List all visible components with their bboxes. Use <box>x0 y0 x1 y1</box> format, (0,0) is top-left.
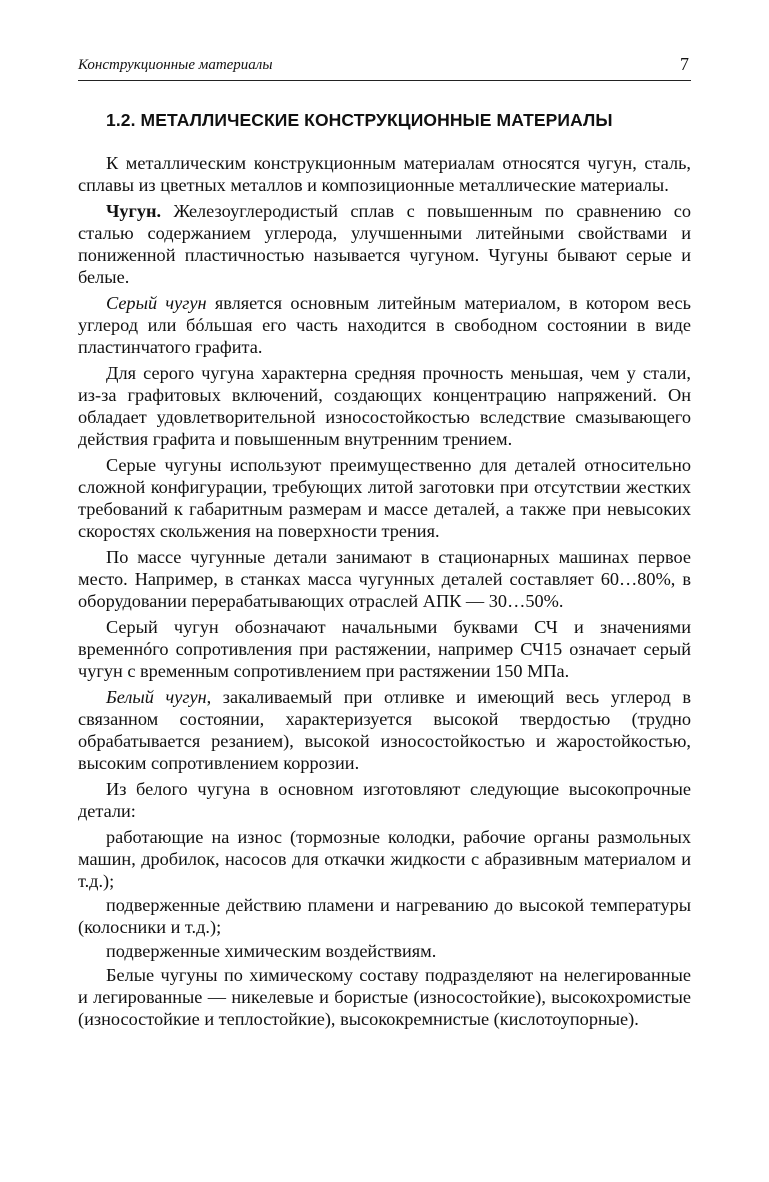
paragraph: По массе чугунные детали занимают в стационарных машинах первое место. Например, в станках масса чугунных деталей составляет 60…80%, в оборудовании перерабатывающих отраслей АПК — 30…50%. <box>78 547 691 611</box>
term-white-cast-iron: Белый чугун <box>106 687 207 707</box>
section-heading: 1.2. МЕТАЛЛИЧЕСКИЕ КОНСТРУКЦИОННЫЕ МАТЕРИАЛЫ <box>106 110 613 130</box>
paragraph: Для серого чугуна характерна средняя прочность меньшая, чем у стали, из-за графитовых включений, создающих концентрацию напряжений. Он обладает удовлетворительной износостойкостью вследствие смазывающего действия графита и повышенным внутренним трением. <box>78 363 691 449</box>
paragraph <box>78 200 691 288</box>
paragraph: Серый чугун обозначают начальными буквами СЧ и значениями временнóго сопротивления при растяжении, например СЧ15 означает серый чугун с временным сопротивлением при растяжении 150 МПа. <box>78 617 691 681</box>
running-header <box>78 54 691 81</box>
paragraph-text: , закаливаемый при отливке и имеющий весь углерод в связанном состоянии, характеризуется высокой твердостью (трудно обрабатывается резанием), высокой износостойкостью и жаростойкостью, высоким сопротивлением коррозии. <box>78 687 692 773</box>
paragraph: Белые чугуны по химическому составу подразделяют на нелегированные и легированные — никелевые и бористые (износостойкие), высокохромистые (износостойкие и теплостойкие), высококремнистые (кислотоупорные). <box>78 965 691 1029</box>
list-item: работающие на износ (тормозные колодки, рабочие органы размольных машин, дробилок, насосов для откачки жидкости с абразивным материалом и т.д.); <box>78 827 691 891</box>
paragraph <box>78 292 691 358</box>
list-item: подверженные действию пламени и нагреванию до высокой температуры (колосники и т.д.); <box>78 895 691 937</box>
paragraph-text: Железоуглеродистый сплав с повышенным по сравнению со сталью содержанием углерода, улучшенными литейными свойствами и пониженной пластичностью называется чугуном. Чугуны бывают серые и белые. <box>78 201 691 287</box>
page-number: 7 <box>680 54 689 74</box>
list-item: подверженные химическим воздействиям. <box>106 941 437 961</box>
body-text <box>78 152 691 1034</box>
paragraph: Серые чугуны используют преимущественно для деталей относительно сложной конфигурации, требующих литой заготовки при отсутствии жестких требований к габаритным размерам и массе деталей, а также при невысоких скоростях скольжения на поверхности трения. <box>78 455 691 541</box>
paragraph: Из белого чугуна в основном изготовляют следующие высокопрочные детали: <box>78 779 691 821</box>
term-grey-cast-iron: Серый чугун <box>106 293 207 313</box>
term-cast-iron: Чугун. <box>106 201 162 221</box>
paragraph: К металлическим конструкционным материалам относятся чугун, сталь, сплавы из цветных металлов и композиционные металлические материалы. <box>78 153 691 195</box>
paragraph-text: является основным литейным материалом, в котором весь углерод или бóльшая его часть находится в свободном состоянии в виде пластинчатого графита. <box>78 293 691 357</box>
paragraph <box>78 686 691 774</box>
running-title: Конструкционные материалы <box>78 57 273 73</box>
